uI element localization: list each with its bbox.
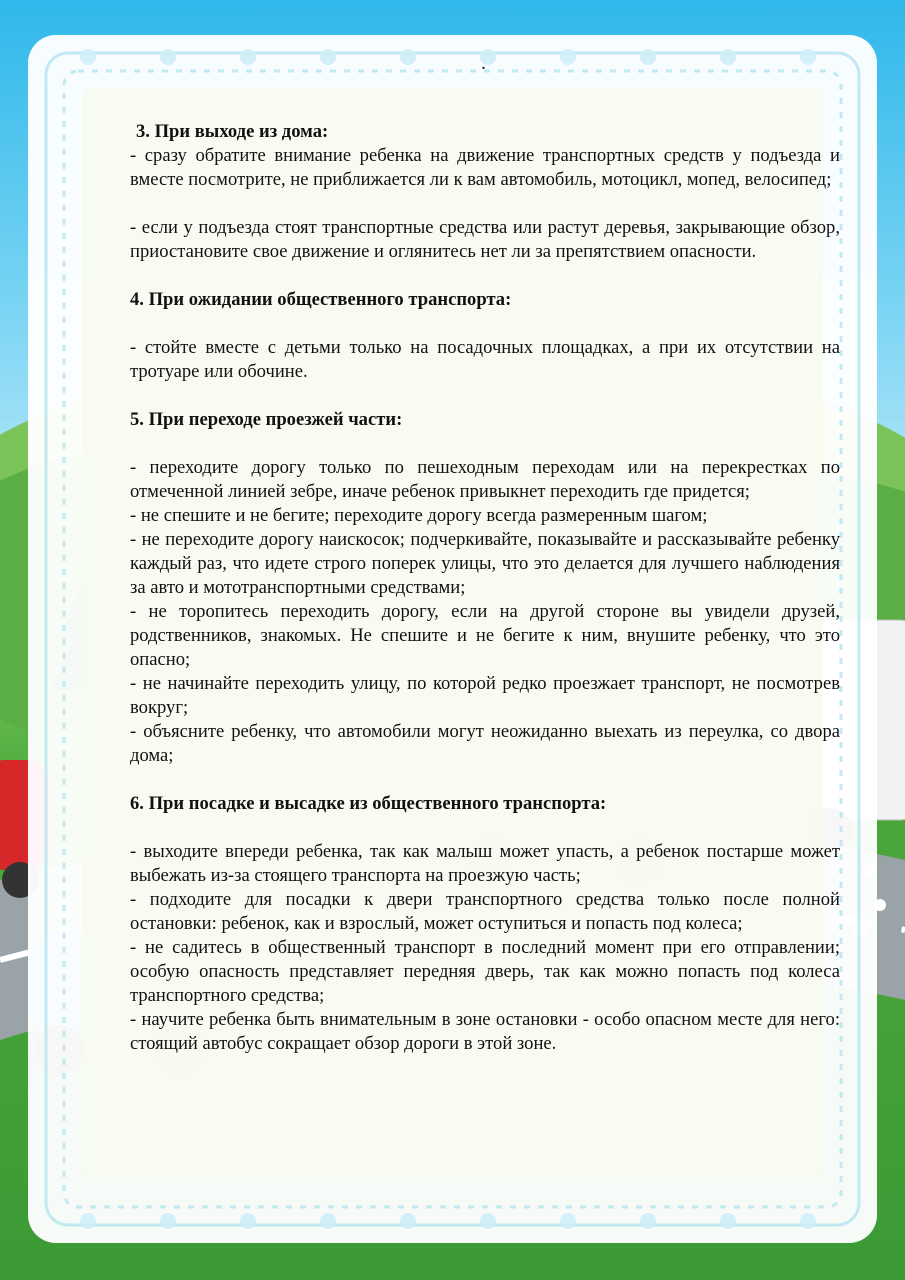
section-3-paragraph-2: - если у подъезда стоят транспортные средства или растут деревья, закрывающие обзор, приостановите свое движение и оглянитесь нет ли за препятствием опасности. (130, 217, 840, 262)
section-5-paragraph-1: - переходите дорогу только по пешеходным переходам или на перекрестках по отмеченной линией зебре, иначе ребенок привыкнет переходить где придется; (130, 457, 840, 502)
section-4-heading: 4. При ожидании общественного транспорта: (130, 289, 512, 310)
section-6-paragraph-3: - не садитесь в общественный транспорт в последний момент при его отправлении; особую опасность представляет передняя дверь, так как можно попасть под колеса транспортного средства; (130, 937, 840, 1006)
section-5-paragraph-2: - не спешите и не бегите; переходите дорогу всегда размеренным шагом; (130, 505, 708, 526)
section-6-paragraph-2: - подходите для посадки к двери транспортного средства только после полной остановки: ребенок, как и взрослый, может оступиться и попасть под колеса; (130, 889, 840, 934)
section-3-paragraph-1: - сразу обратите внимание ребенка на движение транспортных средств у подъезда и вместе посмотрите, не приближается ли к вам автомобиль, мотоцикл, мопед, велосипед; (130, 145, 840, 190)
section-3-heading: 3. При выходе из дома: (136, 121, 329, 142)
section-6-paragraph-4: - научите ребенка быть внимательным в зоне остановки - особо опасном месте для него: стоящий автобус сокращает обзор дороги в этой зоне. (130, 1009, 840, 1054)
top-dot: . (481, 52, 486, 74)
section-6-paragraph-1: - выходите впереди ребенка, так как малыш может упасть, а ребенок постарше может выбежать из-за стоящего транспорта на проезжую часть; (130, 841, 840, 886)
section-6-heading: 6. При посадке и высадке из общественного транспорта: (130, 793, 607, 814)
section-5-paragraph-4: - не торопитесь переходить дорогу, если на другой стороне вы увидели друзей, родственников, знакомых. Не спешите и не бегите к ним, внушите ребенку, что это опасно; (130, 601, 840, 670)
section-5-paragraph-3: - не переходите дорогу наискосок; подчеркивайте, показывайте и рассказывайте ребенку каждый раз, что идете строго поперек улицы, что это делается для лучшего наблюдения за авто и мототранспортными средствами; (130, 529, 840, 598)
section-5-paragraph-6: - объясните ребенку, что автомобили могут неожиданно выехать из переулка, со двора дома; (130, 721, 840, 766)
section-4-paragraph-1: - стойте вместе с детьми только на посадочных площадках, а при их отсутствии на тротуаре или обочине. (130, 337, 840, 382)
section-5-heading: 5. При переходе проезжей части: (130, 409, 403, 430)
safety-rules-text (130, 120, 840, 1056)
section-5-paragraph-5: - не начинайте переходить улицу, по которой редко проезжает транспорт, не посмотрев вокруг; (130, 673, 840, 718)
